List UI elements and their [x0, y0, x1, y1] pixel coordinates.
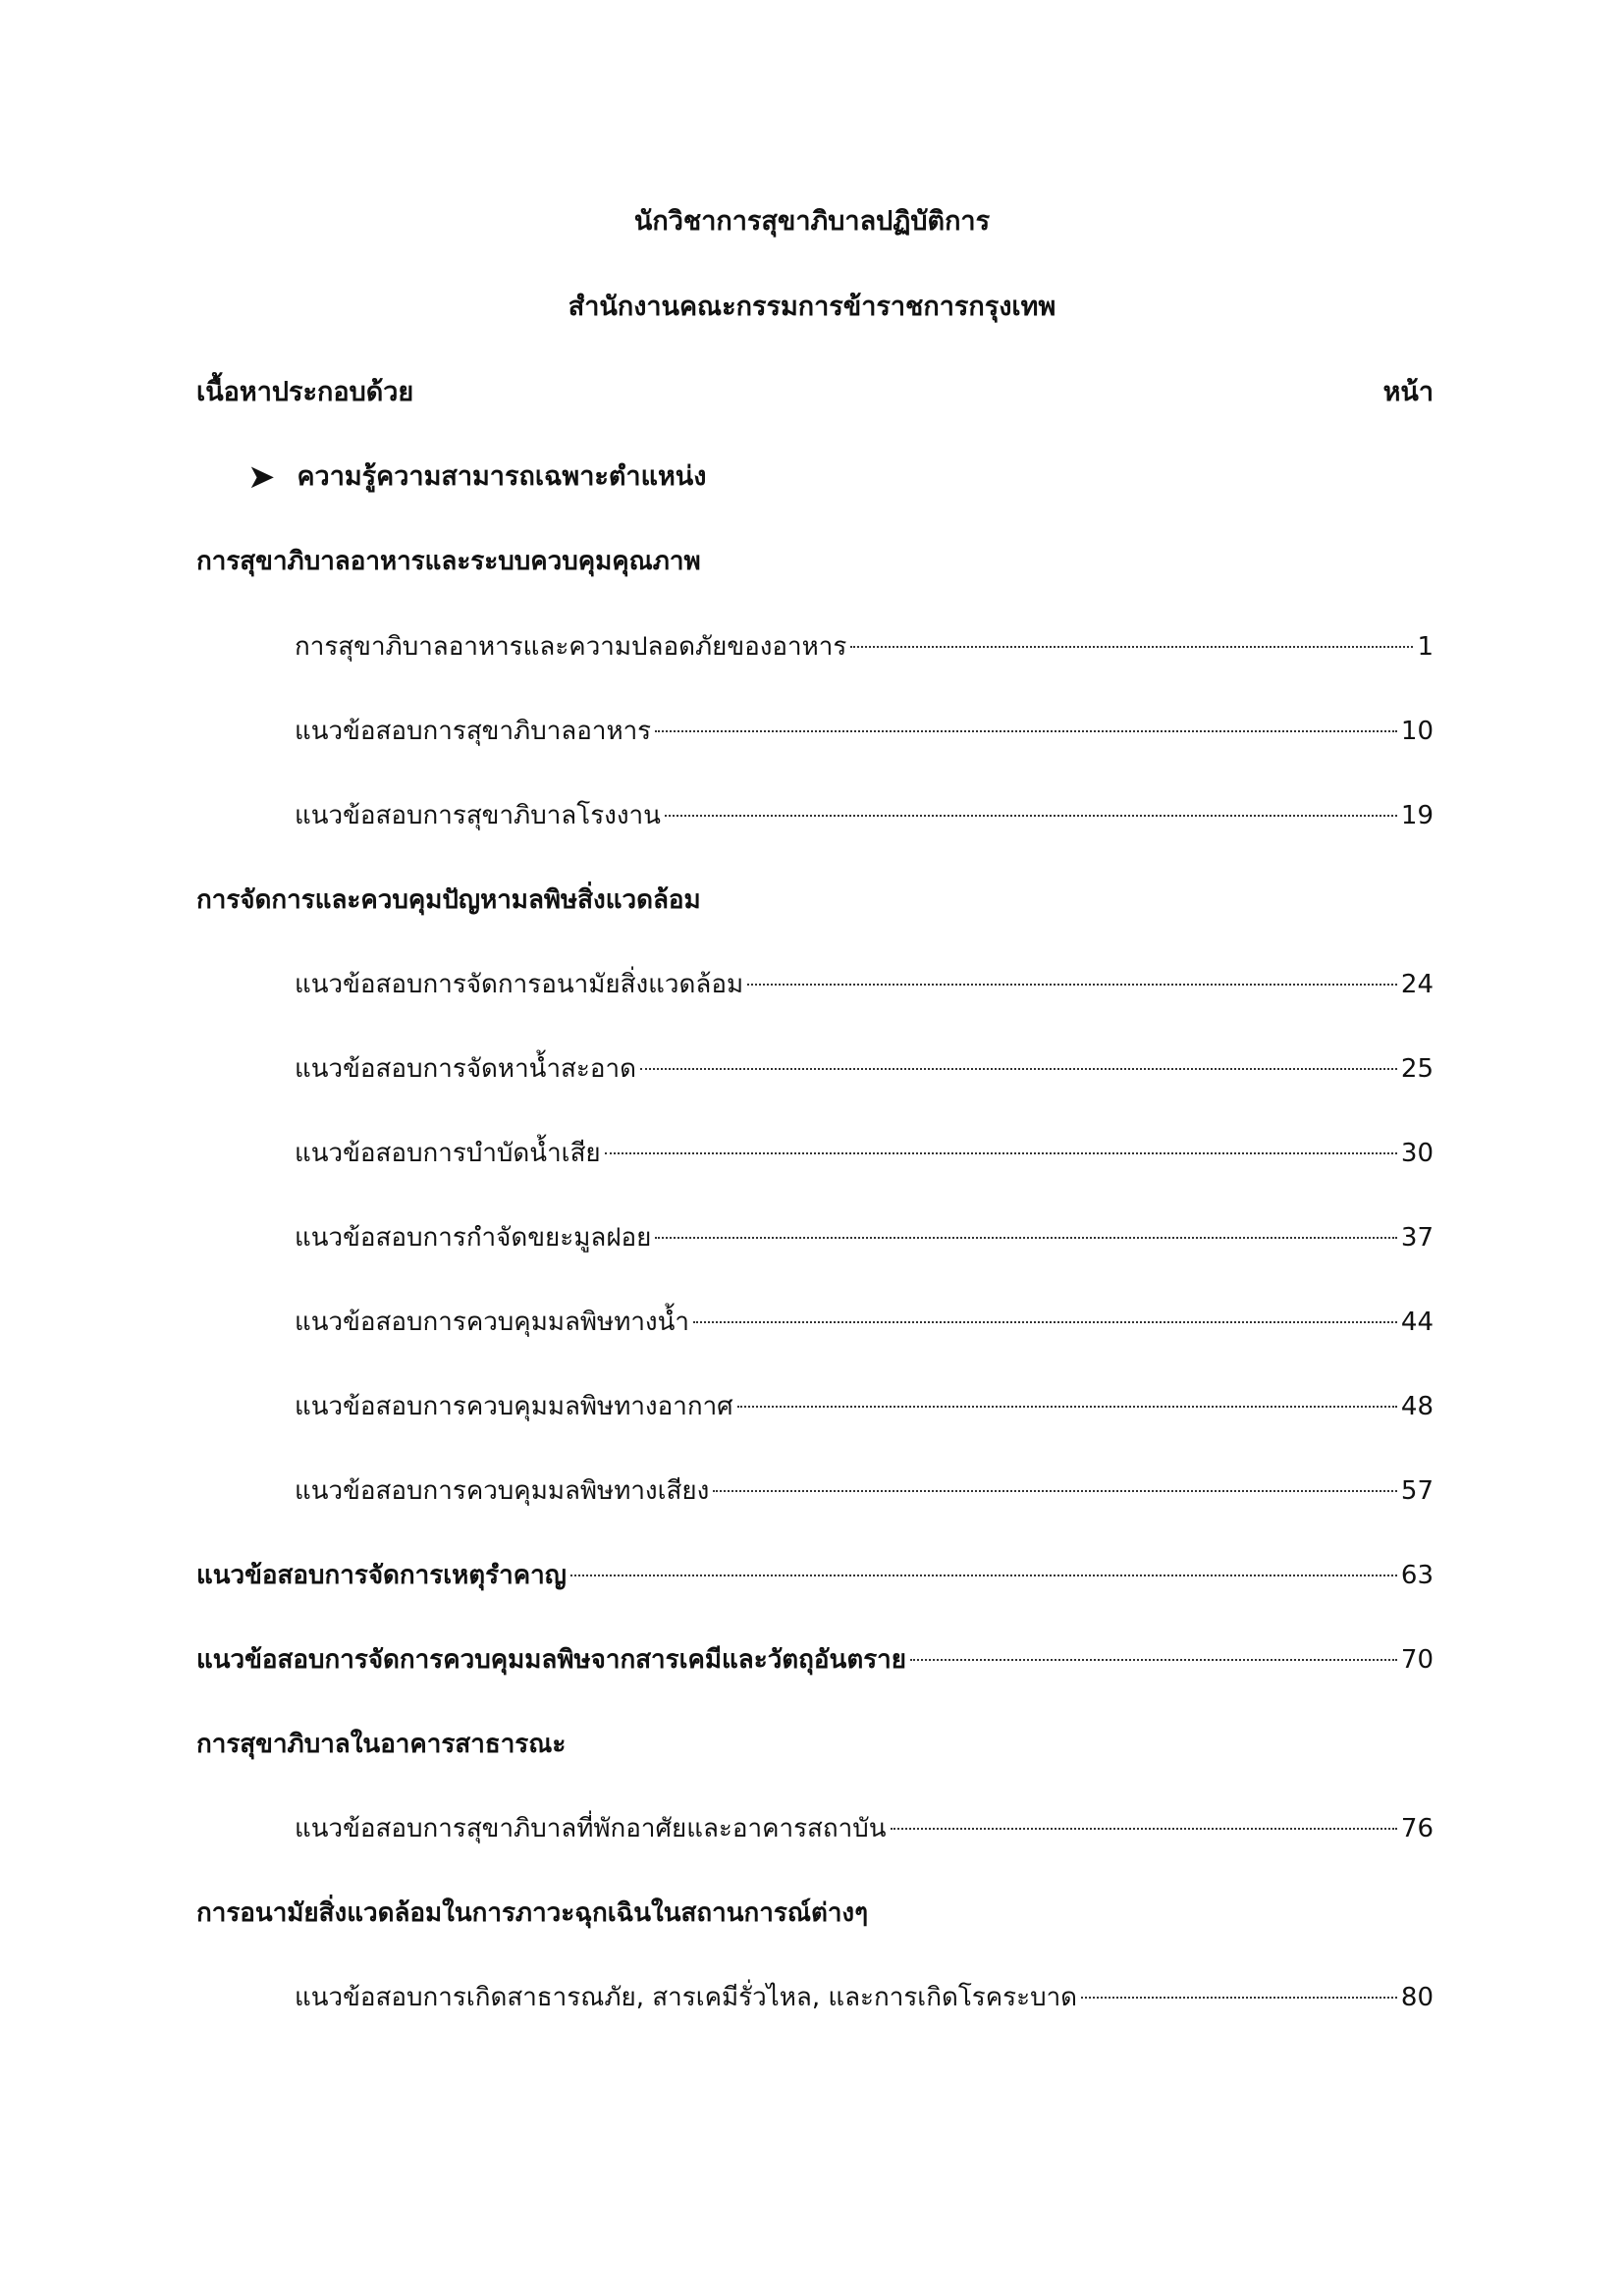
toc-entry[interactable] — [295, 1387, 1434, 1426]
toc-section — [196, 1725, 566, 1764]
dot-leader — [747, 984, 1397, 986]
toc-entry[interactable] — [295, 965, 1434, 1004]
entry-label: การสุขาภิบาลอาหารและความปลอดภัยของอาหาร — [295, 632, 847, 662]
entry-label: แนวข้อสอบการบำบัดน้ำเสีย — [295, 1139, 601, 1168]
toc-header — [196, 373, 1434, 412]
entry-page-number: 1 — [1417, 632, 1434, 662]
toc-entry[interactable] — [295, 1809, 1434, 1848]
entry-page-number: 10 — [1400, 717, 1434, 746]
toc-entry[interactable] — [295, 1978, 1434, 2017]
dot-leader — [850, 646, 1413, 648]
dot-leader — [665, 815, 1397, 817]
entry-label: แนวข้อสอบการควบคุมมลพิษทางเสียง — [295, 1476, 710, 1506]
section-title: การสุขาภิบาลในอาคารสาธารณะ — [196, 1730, 567, 1759]
subject-heading — [247, 457, 706, 497]
toc-section — [196, 1894, 868, 1933]
document-title: นักวิชาการสุขาภิบาลปฏิบัติการ — [633, 206, 991, 237]
toc-entry[interactable] — [295, 1134, 1434, 1173]
toc-entry[interactable] — [295, 1303, 1434, 1342]
toc-entry[interactable] — [295, 1049, 1434, 1089]
subject-label: ความรู้ความสามารถเฉพาะตำแหน่ง — [297, 461, 707, 492]
entry-page-number: 48 — [1400, 1392, 1434, 1421]
entry-label: แนวข้อสอบการจัดหาน้ำสะอาด — [295, 1054, 636, 1084]
entry-label: แนวข้อสอบการควบคุมมลพิษทางอากาศ — [295, 1392, 733, 1421]
toc-entry[interactable] — [295, 1218, 1434, 1257]
entry-label: แนวข้อสอบการจัดการอนามัยสิ่งแวดล้อม — [295, 970, 744, 999]
document-subtitle: สำนักงานคณะกรรมการข้าราชการกรุงเทพ — [568, 292, 1056, 322]
page-column-label: หน้า — [1382, 377, 1434, 407]
toc-section — [196, 542, 701, 581]
entry-label: แนวข้อสอบการกำจัดขยะมูลฝอย — [295, 1223, 652, 1253]
entry-page-number: 25 — [1400, 1054, 1434, 1084]
entry-label: แนวข้อสอบการควบคุมมลพิษทางน้ำ — [295, 1308, 689, 1337]
entry-page-number: 76 — [1400, 1814, 1434, 1843]
dot-leader — [737, 1406, 1397, 1408]
toc-entry[interactable] — [196, 1640, 1434, 1680]
entry-page-number: 30 — [1400, 1139, 1434, 1168]
dot-leader — [1081, 1997, 1397, 1999]
dot-leader — [713, 1490, 1397, 1492]
entry-page-number: 44 — [1400, 1308, 1434, 1337]
entry-page-number: 80 — [1400, 1983, 1434, 2012]
toc-entry[interactable] — [196, 1556, 1434, 1595]
dot-leader — [570, 1575, 1397, 1576]
dot-leader — [640, 1068, 1397, 1070]
section-title: การสุขาภิบาลอาหารและระบบควบคุมคุณภาพ — [196, 547, 701, 576]
contents-label: เนื้อหาประกอบด้วย — [196, 377, 414, 407]
section-title: การอนามัยสิ่งแวดล้อมในการภาวะฉุกเฉินในสถานการณ์ต่างๆ — [196, 1898, 869, 1928]
entry-page-number: 57 — [1400, 1476, 1434, 1506]
toc-entry[interactable] — [295, 712, 1434, 751]
entry-page-number: 63 — [1400, 1561, 1434, 1590]
entry-page-number: 70 — [1400, 1645, 1434, 1675]
arrow-bullet-icon: ➤ — [247, 457, 276, 497]
entry-label: แนวข้อสอบการสุขาภิบาลอาหาร — [295, 717, 652, 746]
entry-page-number: 19 — [1400, 801, 1434, 830]
dot-leader — [910, 1659, 1397, 1661]
section-title: การจัดการและควบคุมปัญหามลพิษสิ่งแวดล้อม — [196, 885, 701, 915]
entry-page-number: 37 — [1400, 1223, 1434, 1253]
toc-entry[interactable] — [295, 627, 1434, 667]
entry-page-number: 24 — [1400, 970, 1434, 999]
entry-label: แนวข้อสอบการจัดการเหตุรำคาญ — [196, 1561, 567, 1590]
entry-label: แนวข้อสอบการเกิดสาธารณภัย, สารเคมีรั่วไหล, และการเกิดโรคระบาด — [295, 1983, 1078, 2012]
toc-entry[interactable] — [295, 796, 1434, 835]
dot-leader — [655, 730, 1397, 732]
entry-label: แนวข้อสอบการสุขาภิบาลโรงงาน — [295, 801, 661, 830]
dot-leader — [605, 1152, 1397, 1154]
entry-label: แนวข้อสอบการสุขาภิบาลที่พักอาศัยและอาคารสถาบัน — [295, 1814, 887, 1843]
dot-leader — [891, 1828, 1397, 1830]
toc-section — [196, 881, 701, 920]
entry-label: แนวข้อสอบการจัดการควบคุมมลพิษจากสารเคมีและวัตถุอันตราย — [196, 1645, 906, 1675]
dot-leader — [655, 1237, 1397, 1239]
dot-leader — [693, 1321, 1397, 1323]
toc-entry[interactable] — [295, 1471, 1434, 1511]
